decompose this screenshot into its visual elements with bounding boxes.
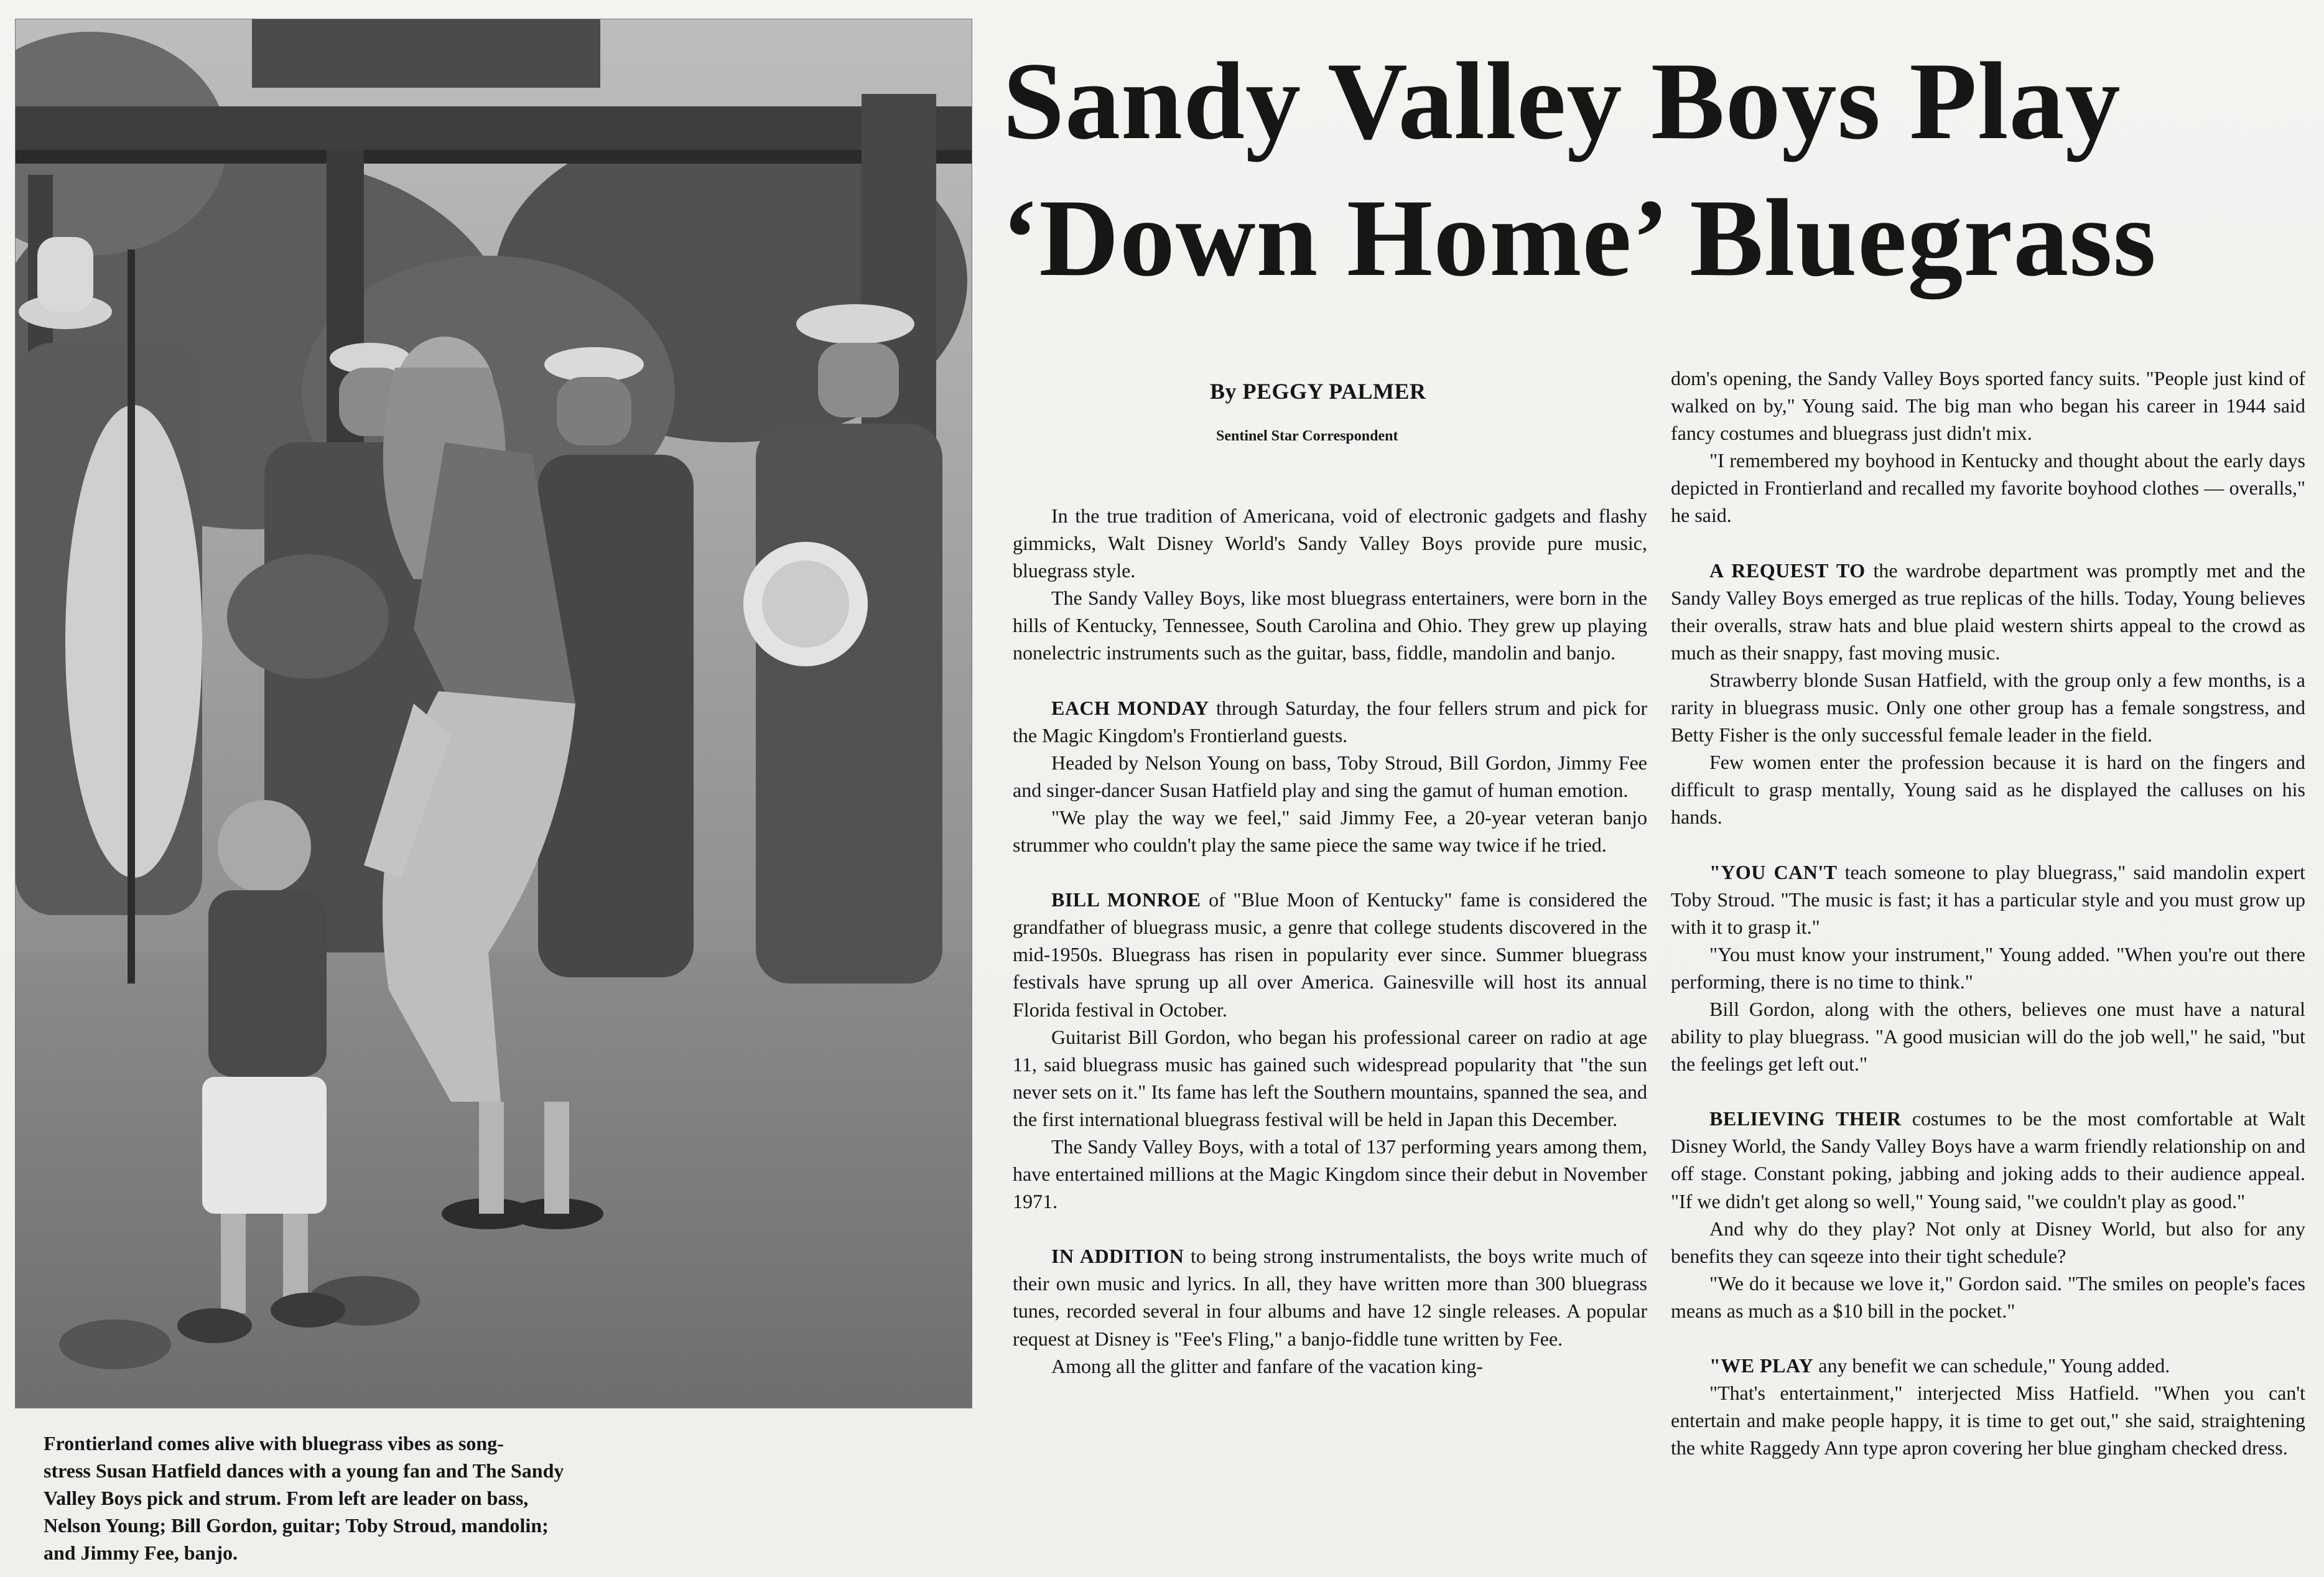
paragraph-text: Strawberry blonde Susan Hatfield, with the group only a few months, is a rarity in bluegrass music. Only one other group has a female songstress, and Betty Fisher is the only successful female leader in the field. xyxy=(1671,668,2305,747)
paragraph-text: teach someone to play bluegrass," said mandolin expert Toby Stroud. "The music is fast; it has a particular style and you must grow up with it to grasp it." xyxy=(1671,860,2306,938)
paragraph-lead: IN ADDITION xyxy=(1051,1245,1184,1268)
paragraph xyxy=(1013,804,1647,858)
paragraph-lead: EACH MONDAY xyxy=(1051,696,1209,719)
paragraph-text: In the true tradition of Americana, void of electronic gadgets and flashy gimmicks, Walt Disney World's Sandy Valley Boys provide pure music, bluegrass style. xyxy=(1013,505,1647,582)
paragraph xyxy=(1671,447,2305,529)
paragraph-text: the wardrobe department was promptly met and the Sandy Valley Boys emerged as true replicas of the hills. Today, Young believes their overalls, straw hats and blue plaid western shirts appeal to the crowd as much as their snappy, fast moving music. xyxy=(1671,559,2305,664)
paragraph-text: The Sandy Valley Boys, with a total of 137 performing years among them, have entertained millions at the Magic Kingdom since their debut in November 1971. xyxy=(1013,1135,1647,1213)
paragraph-text: costumes to be the most comfortable at Walt Disney World, the Sandy Valley Boys have a warm friendly relationship on and off stage. Constant poking, jabbing and joking adds to their audience appeal. "If we didn't get along so well," Young said, "we couldn't play as good." xyxy=(1671,1107,2306,1212)
paragraph-text: "We do it because we love it," Gordon said. "The smiles on people's faces means as much as a $10 bill in the pocket." xyxy=(1671,1272,2305,1322)
paragraph-lead: BELIEVING THEIR xyxy=(1709,1107,1902,1130)
paragraph-text: "You must know your instrument," Young added. "When you're out there performing, there is no time to think." xyxy=(1671,942,2305,993)
paragraph xyxy=(1013,694,1647,749)
paragraph xyxy=(1671,1270,2305,1324)
paragraph xyxy=(1013,749,1647,804)
paragraph xyxy=(1671,1105,2305,1214)
paragraph-text: Headed by Nelson Young on bass, Toby Stroud, Bill Gordon, Jimmy Fee and singer-dancer Susan Hatfield play and sing the gamut of human emotion. xyxy=(1013,751,1647,801)
paragraph xyxy=(1671,666,2305,748)
paragraph-text: Bill Gordon, along with the others, believes one must have a natural ability to play bluegrass. "A good musician will do the job well," he said, "but the feelings get left out." xyxy=(1671,997,2305,1076)
paragraph-text: through Saturday, the four fellers strum and pick for the Magic Kingdom's Frontierland guests. xyxy=(1013,696,1648,747)
paragraph-text: of "Blue Moon of Kentucky" fame is considered the grandfather of bluegrass music, a genre that college students discovered in the mid-1950s. Bluegrass has risen in popularity ever since. Summer bluegrass festivals have sprung up all over America. Gainesville will host its annual Florida festival in October. xyxy=(1013,888,1648,1021)
paragraph-text: And why do they play? Not only at Disney World, but also for any benefits they can sqeeze into their tight schedule? xyxy=(1671,1217,2305,1267)
paragraph-lead: BILL MONROE xyxy=(1051,888,1201,911)
photo-caption: Frontierland comes alive with bluegrass vibes as song- stress Susan Hatfield dances with a young fan and The Sandy Valley Boys pick and strum. From left are leader on bass, Nelson Young; Bill Gordon, guitar; Toby Stroud, mandolin; and Jimmy Fee, banjo. xyxy=(44,1432,564,1564)
paragraph xyxy=(1671,995,2305,1077)
paragraph xyxy=(1013,1133,1647,1215)
paragraph xyxy=(1013,886,1647,1023)
band-photo-illustration xyxy=(16,19,972,1408)
paragraph-text: "That's entertainment," interjected Miss Hatfield. "When you can't entertain and make people happy, it is time to get out," she said, straightening the white Raggedy Ann type apron covering her blue gingham checked dress. xyxy=(1671,1382,2305,1459)
paragraph-text: any benefit we can schedule," Young added. xyxy=(1813,1354,2170,1377)
paragraph xyxy=(1013,1352,1647,1380)
paragraph-text: dom's opening, the Sandy Valley Boys sported fancy suits. "People just kind of walked on by," Young said. The big man who began his career in 1944 said fancy costumes and bluegrass just didn't mix. xyxy=(1671,367,2305,445)
correspondent-credit: Sentinel Star Correspondent xyxy=(1216,428,1398,444)
paragraph-lead: "WE PLAY xyxy=(1709,1354,1814,1377)
headline-line-2: ‘Down Home’ Bluegrass xyxy=(1002,176,2157,299)
headline-line-1: Sandy Valley Boys Play xyxy=(1003,39,2121,162)
paragraph-text: "We play the way we feel," said Jimmy Fee, a 20-year veteran banjo strummer who couldn't play the same piece the same way twice if he tried. xyxy=(1013,806,1647,857)
paragraph-text: Few women enter the profession because it is hard on the fingers and difficult to grasp mentally, Young said as he displayed the calluses on his hands. xyxy=(1671,751,2305,829)
paragraph xyxy=(1671,1352,2305,1379)
paragraph xyxy=(1013,584,1647,666)
headline xyxy=(1002,32,2295,306)
paragraph-text: Guitarist Bill Gordon, who began his professional career on radio at age 11, said bluegrass music has gained such widespread popularity that "the sun never sets on it." Its fame has left the Southern mountains, spanned the sea, and the first international bluegrass festival will be held in Japan this December. xyxy=(1013,1025,1647,1130)
paragraph-lead: "YOU CAN'T xyxy=(1709,860,1838,883)
article-column-2 xyxy=(1671,365,2305,1461)
paragraph-text: The Sandy Valley Boys, like most bluegrass entertainers, were born in the hills of Kentucky, Tennessee, South Carolina and Ohio. They grew up playing nonelectric instruments such as the guitar, bass, fiddle, mandolin and banjo. xyxy=(1013,587,1647,664)
paragraph-text: to being strong instrumentalists, the boys write much of their own music and lyrics. In all, they have written more than 300 bluegrass tunes, recorded several in four albums and have 12 single releases. A popular request at Disney is "Fee's Fling," a banjo-fiddle tune written by Fee. xyxy=(1013,1245,1648,1350)
paragraph xyxy=(1671,1379,2305,1461)
band-photo xyxy=(15,19,972,1408)
article-column-1 xyxy=(1013,502,1647,1380)
paragraph-lead: A REQUEST TO xyxy=(1709,559,1866,582)
paragraph-text: Among all the glitter and fanfare of the vacation king- xyxy=(1051,1354,1483,1377)
paragraph xyxy=(1013,502,1647,584)
paragraph xyxy=(1671,365,2305,447)
paragraph xyxy=(1013,1023,1647,1133)
byline: By PEGGY PALMER xyxy=(1210,379,1426,404)
paragraph xyxy=(1671,858,2305,941)
paragraph xyxy=(1671,748,2305,830)
paragraph xyxy=(1013,1242,1647,1352)
paragraph xyxy=(1671,1215,2305,1270)
paragraph xyxy=(1671,941,2305,995)
paragraph-text: "I remembered my boyhood in Kentucky and thought about the early days depicted in Frontierland and recalled my favorite boyhood clothes — overalls," he said. xyxy=(1671,449,2305,527)
paragraph xyxy=(1671,557,2305,666)
